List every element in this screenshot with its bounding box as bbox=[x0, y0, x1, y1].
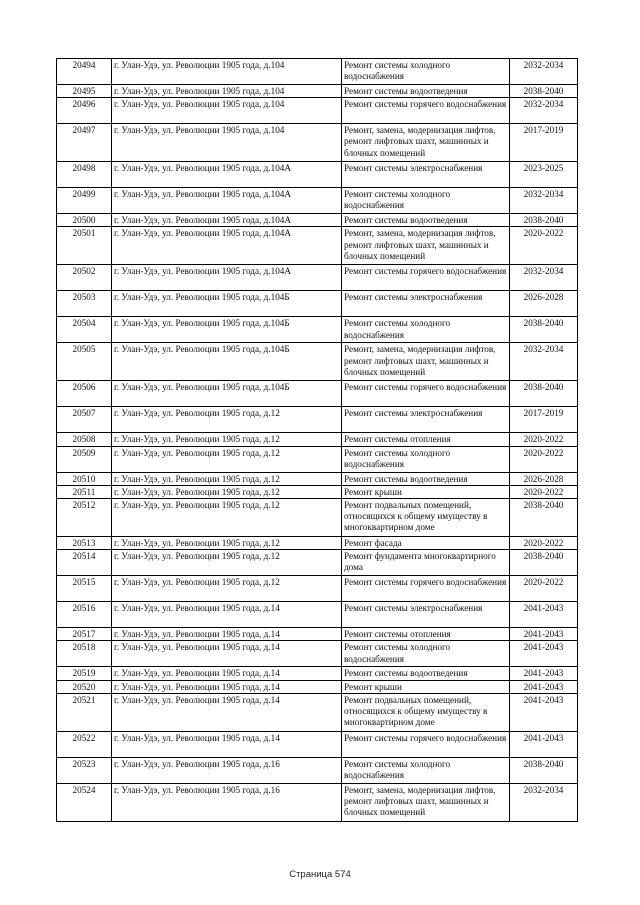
row-id-cell: 20496 bbox=[57, 98, 112, 124]
work-type-cell: Ремонт фасада bbox=[342, 537, 510, 550]
address-cell: г. Улан-Удэ, ул. Революции 1905 года, д.14 bbox=[112, 602, 342, 628]
address-cell: г. Улан-Удэ, ул. Революции 1905 года, д.104А bbox=[112, 227, 342, 265]
address-cell: г. Улан-Удэ, ул. Революции 1905 года, д.104А bbox=[112, 265, 342, 291]
address-cell: г. Улан-Удэ, ул. Революции 1905 года, д.14 bbox=[112, 731, 342, 757]
period-cell: 2041-2043 bbox=[510, 641, 578, 667]
row-id-cell: 20521 bbox=[57, 693, 112, 731]
address-cell: г. Улан-Удэ, ул. Революции 1905 года, д.104 bbox=[112, 98, 342, 124]
address-cell: г. Улан-Удэ, ул. Революции 1905 года, д.104 bbox=[112, 85, 342, 98]
work-type-cell: Ремонт системы горячего водоснабжения bbox=[342, 265, 510, 291]
row-id-cell: 20506 bbox=[57, 381, 112, 407]
work-type-cell: Ремонт системы отопления bbox=[342, 628, 510, 641]
address-cell: г. Улан-Удэ, ул. Революции 1905 года, д.104А bbox=[112, 162, 342, 188]
page-number: Страница 574 bbox=[289, 869, 351, 880]
work-type-cell: Ремонт крыши bbox=[342, 485, 510, 498]
period-cell: 2026-2028 bbox=[510, 472, 578, 485]
table-row bbox=[57, 59, 578, 85]
table-row bbox=[57, 188, 578, 214]
row-id-cell: 20509 bbox=[57, 446, 112, 472]
row-id-cell: 20504 bbox=[57, 317, 112, 343]
work-type-cell: Ремонт системы холодного водоснабжения bbox=[342, 59, 510, 85]
repair-schedule-table bbox=[56, 58, 578, 822]
table-row bbox=[57, 667, 578, 680]
table-row bbox=[57, 124, 578, 162]
work-type-cell: Ремонт системы отопления bbox=[342, 433, 510, 446]
period-cell: 2041-2043 bbox=[510, 628, 578, 641]
row-id-cell: 20519 bbox=[57, 667, 112, 680]
table-row bbox=[57, 343, 578, 381]
row-id-cell: 20524 bbox=[57, 783, 112, 821]
table-row bbox=[57, 381, 578, 407]
period-cell: 2032-2034 bbox=[510, 188, 578, 214]
work-type-cell: Ремонт, замена, модернизация лифтов, ремонт лифтовых шахт, машинных и блочных помещений bbox=[342, 227, 510, 265]
work-type-cell: Ремонт фундамента многоквартирного дома bbox=[342, 550, 510, 576]
period-cell: 2041-2043 bbox=[510, 693, 578, 731]
table-row bbox=[57, 641, 578, 667]
work-type-cell: Ремонт, замена, модернизация лифтов, ремонт лифтовых шахт, машинных и блочных помещений bbox=[342, 783, 510, 821]
address-cell: г. Улан-Удэ, ул. Революции 1905 года, д.14 bbox=[112, 693, 342, 731]
work-type-cell: Ремонт системы горячего водоснабжения bbox=[342, 381, 510, 407]
address-cell: г. Улан-Удэ, ул. Революции 1905 года, д.104Б bbox=[112, 343, 342, 381]
address-cell: г. Улан-Удэ, ул. Революции 1905 года, д.16 bbox=[112, 783, 342, 821]
period-cell: 2038-2040 bbox=[510, 757, 578, 783]
table-row bbox=[57, 485, 578, 498]
table-row bbox=[57, 576, 578, 602]
address-cell: г. Улан-Удэ, ул. Революции 1905 года, д.104Б bbox=[112, 381, 342, 407]
work-type-cell: Ремонт крыши bbox=[342, 680, 510, 693]
period-cell: 2017-2019 bbox=[510, 124, 578, 162]
table-row bbox=[57, 446, 578, 472]
period-cell: 2038-2040 bbox=[510, 317, 578, 343]
row-id-cell: 20514 bbox=[57, 550, 112, 576]
work-type-cell: Ремонт системы водоотведения bbox=[342, 214, 510, 227]
row-id-cell: 20513 bbox=[57, 537, 112, 550]
work-type-cell: Ремонт подвальных помещений, относящихся к общему имуществу в многоквартирном доме bbox=[342, 693, 510, 731]
address-cell: г. Улан-Удэ, ул. Революции 1905 года, д.12 bbox=[112, 407, 342, 433]
table-row bbox=[57, 628, 578, 641]
row-id-cell: 20512 bbox=[57, 499, 112, 537]
row-id-cell: 20505 bbox=[57, 343, 112, 381]
work-type-cell: Ремонт системы электроснабжения bbox=[342, 407, 510, 433]
table-row bbox=[57, 98, 578, 124]
row-id-cell: 20511 bbox=[57, 485, 112, 498]
address-cell: г. Улан-Удэ, ул. Революции 1905 года, д.14 bbox=[112, 641, 342, 667]
address-cell: г. Улан-Удэ, ул. Революции 1905 года, д.12 bbox=[112, 433, 342, 446]
period-cell: 2038-2040 bbox=[510, 381, 578, 407]
address-cell: г. Улан-Удэ, ул. Революции 1905 года, д.104А bbox=[112, 214, 342, 227]
row-id-cell: 20522 bbox=[57, 731, 112, 757]
period-cell: 2032-2034 bbox=[510, 343, 578, 381]
table-row bbox=[57, 265, 578, 291]
row-id-cell: 20516 bbox=[57, 602, 112, 628]
table-body bbox=[57, 59, 578, 822]
work-type-cell: Ремонт системы холодного водоснабжения bbox=[342, 446, 510, 472]
table-row bbox=[57, 550, 578, 576]
table-row bbox=[57, 227, 578, 265]
address-cell: г. Улан-Удэ, ул. Революции 1905 года, д.12 bbox=[112, 576, 342, 602]
period-cell: 2038-2040 bbox=[510, 499, 578, 537]
work-type-cell: Ремонт подвальных помещений, относящихся к общему имуществу в многоквартирном доме bbox=[342, 499, 510, 537]
address-cell: г. Улан-Удэ, ул. Революции 1905 года, д.104 bbox=[112, 124, 342, 162]
work-type-cell: Ремонт системы электроснабжения bbox=[342, 162, 510, 188]
work-type-cell: Ремонт системы электроснабжения bbox=[342, 291, 510, 317]
row-id-cell: 20523 bbox=[57, 757, 112, 783]
row-id-cell: 20515 bbox=[57, 576, 112, 602]
period-cell: 2032-2034 bbox=[510, 265, 578, 291]
table-row bbox=[57, 433, 578, 446]
row-id-cell: 20501 bbox=[57, 227, 112, 265]
address-cell: г. Улан-Удэ, ул. Революции 1905 года, д.12 bbox=[112, 472, 342, 485]
table-row bbox=[57, 317, 578, 343]
table-row bbox=[57, 757, 578, 783]
row-id-cell: 20517 bbox=[57, 628, 112, 641]
table-row bbox=[57, 407, 578, 433]
address-cell: г. Улан-Удэ, ул. Революции 1905 года, д.12 bbox=[112, 485, 342, 498]
table-row bbox=[57, 537, 578, 550]
address-cell: г. Улан-Удэ, ул. Революции 1905 года, д.12 bbox=[112, 550, 342, 576]
row-id-cell: 20510 bbox=[57, 472, 112, 485]
row-id-cell: 20500 bbox=[57, 214, 112, 227]
work-type-cell: Ремонт системы горячего водоснабжения bbox=[342, 731, 510, 757]
table-row bbox=[57, 85, 578, 98]
work-type-cell: Ремонт системы горячего водоснабжения bbox=[342, 576, 510, 602]
work-type-cell: Ремонт системы водоотведения bbox=[342, 85, 510, 98]
work-type-cell: Ремонт, замена, модернизация лифтов, ремонт лифтовых шахт, машинных и блочных помещений bbox=[342, 343, 510, 381]
row-id-cell: 20498 bbox=[57, 162, 112, 188]
row-id-cell: 20499 bbox=[57, 188, 112, 214]
address-cell: г. Улан-Удэ, ул. Революции 1905 года, д.12 bbox=[112, 499, 342, 537]
period-cell: 2020-2022 bbox=[510, 446, 578, 472]
table-row bbox=[57, 783, 578, 821]
row-id-cell: 20494 bbox=[57, 59, 112, 85]
row-id-cell: 20507 bbox=[57, 407, 112, 433]
work-type-cell: Ремонт системы холодного водоснабжения bbox=[342, 188, 510, 214]
row-id-cell: 20495 bbox=[57, 85, 112, 98]
period-cell: 2041-2043 bbox=[510, 680, 578, 693]
period-cell: 2020-2022 bbox=[510, 576, 578, 602]
row-id-cell: 20502 bbox=[57, 265, 112, 291]
period-cell: 2020-2022 bbox=[510, 485, 578, 498]
table-row bbox=[57, 602, 578, 628]
address-cell: г. Улан-Удэ, ул. Революции 1905 года, д.104А bbox=[112, 188, 342, 214]
work-type-cell: Ремонт системы электроснабжения bbox=[342, 602, 510, 628]
address-cell: г. Улан-Удэ, ул. Революции 1905 года, д.104Б bbox=[112, 291, 342, 317]
period-cell: 2032-2034 bbox=[510, 783, 578, 821]
period-cell: 2041-2043 bbox=[510, 667, 578, 680]
work-type-cell: Ремонт системы холодного водоснабжения bbox=[342, 641, 510, 667]
row-id-cell: 20520 bbox=[57, 680, 112, 693]
period-cell: 2032-2034 bbox=[510, 59, 578, 85]
work-type-cell: Ремонт системы водоотведения bbox=[342, 667, 510, 680]
period-cell: 2032-2034 bbox=[510, 98, 578, 124]
address-cell: г. Улан-Удэ, ул. Революции 1905 года, д.16 bbox=[112, 757, 342, 783]
address-cell: г. Улан-Удэ, ул. Революции 1905 года, д.12 bbox=[112, 537, 342, 550]
period-cell: 2023-2025 bbox=[510, 162, 578, 188]
period-cell: 2041-2043 bbox=[510, 731, 578, 757]
table-row bbox=[57, 472, 578, 485]
table-row bbox=[57, 693, 578, 731]
table-row bbox=[57, 680, 578, 693]
period-cell: 2038-2040 bbox=[510, 85, 578, 98]
address-cell: г. Улан-Удэ, ул. Революции 1905 года, д.14 bbox=[112, 667, 342, 680]
period-cell: 2041-2043 bbox=[510, 602, 578, 628]
address-cell: г. Улан-Удэ, ул. Революции 1905 года, д.14 bbox=[112, 680, 342, 693]
row-id-cell: 20503 bbox=[57, 291, 112, 317]
period-cell: 2020-2022 bbox=[510, 537, 578, 550]
period-cell: 2026-2028 bbox=[510, 291, 578, 317]
address-cell: г. Улан-Удэ, ул. Революции 1905 года, д.104Б bbox=[112, 317, 342, 343]
period-cell: 2038-2040 bbox=[510, 550, 578, 576]
work-type-cell: Ремонт системы холодного водоснабжения bbox=[342, 317, 510, 343]
work-type-cell: Ремонт системы водоотведения bbox=[342, 472, 510, 485]
table-row bbox=[57, 291, 578, 317]
table-row bbox=[57, 499, 578, 537]
period-cell: 2017-2019 bbox=[510, 407, 578, 433]
address-cell: г. Улан-Удэ, ул. Революции 1905 года, д.104 bbox=[112, 59, 342, 85]
row-id-cell: 20518 bbox=[57, 641, 112, 667]
row-id-cell: 20497 bbox=[57, 124, 112, 162]
address-cell: г. Улан-Удэ, ул. Революции 1905 года, д.12 bbox=[112, 446, 342, 472]
row-id-cell: 20508 bbox=[57, 433, 112, 446]
table-row bbox=[57, 214, 578, 227]
work-type-cell: Ремонт, замена, модернизация лифтов, ремонт лифтовых шахт, машинных и блочных помещений bbox=[342, 124, 510, 162]
period-cell: 2020-2022 bbox=[510, 227, 578, 265]
work-type-cell: Ремонт системы холодного водоснабжения bbox=[342, 757, 510, 783]
table-row bbox=[57, 731, 578, 757]
period-cell: 2020-2022 bbox=[510, 433, 578, 446]
work-type-cell: Ремонт системы горячего водоснабжения bbox=[342, 98, 510, 124]
address-cell: г. Улан-Удэ, ул. Революции 1905 года, д.14 bbox=[112, 628, 342, 641]
period-cell: 2038-2040 bbox=[510, 214, 578, 227]
table-row bbox=[57, 162, 578, 188]
